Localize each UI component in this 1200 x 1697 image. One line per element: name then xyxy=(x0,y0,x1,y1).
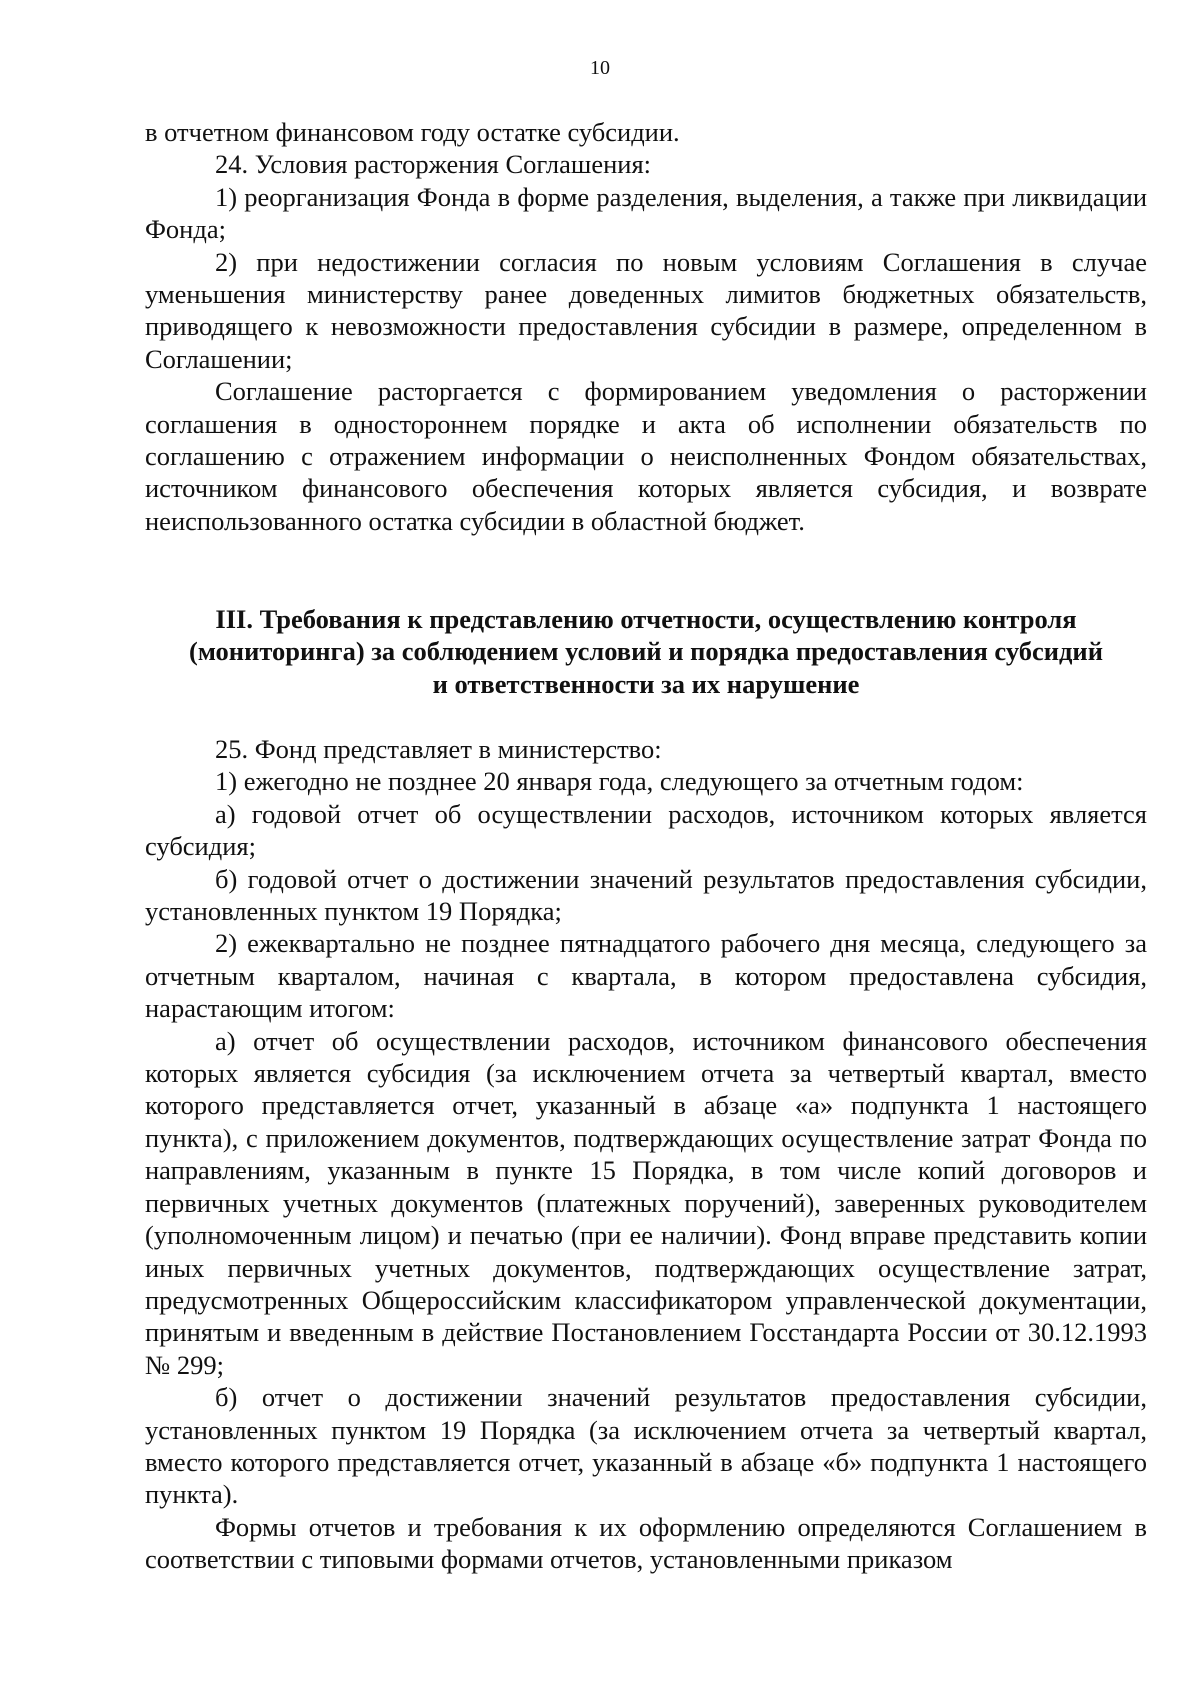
paragraph: б) годовой отчет о достижении значений результатов предоставления субсидии, установленных пунктом 19 Порядка; xyxy=(145,863,1147,927)
section-heading-line: III. Требования к представлению отчетности, осуществлению контроля xyxy=(215,604,1077,634)
paragraph: 24. Условия расторжения Соглашения: xyxy=(215,149,651,180)
page-number: 10 xyxy=(590,57,610,79)
paragraph: 1) реорганизация Фонда в форме разделения, выделения, а также при ликвидации Фонда; xyxy=(145,181,1147,245)
section-heading-line: и ответственности за их нарушение xyxy=(432,668,860,699)
paragraph: Соглашение расторгается с формированием уведомления о расторжении соглашения в одностороннем порядке и акта об исполнении обязательств по соглашению с отражением информации о неисполненных Фондом обязательствах, источником финансового обеспечения которых является субсидия, и возврате неиспользованного остатка субсидии в областной бюджет. xyxy=(145,376,1147,536)
top-text-block xyxy=(145,116,1147,537)
paragraph: а) отчет об осуществлении расходов, источником финансового обеспечения которых является субсидия (за исключением отчета за четвертый квартал, вместо которого представляется отчет, указанный в абзаце «а» подпункта 1 настоящего пункта), с приложением документов, подтверждающих осуществление затрат Фонда по направлениям, указанным в пункте 15 Порядка, в том числе копий договоров и первичных учетных документов (платежных поручений), заверенных руководителем (уполномоченным лицом) и печатью (при ее наличии). Фонд вправе представить копии иных первичных учетных документов, подтверждающих осуществление затрат, предусмотренных Общероссийским классификатором управленческой документации, принятым и введенным в действие Постановлением Госстандарта России от 30.12.1993 № 299; xyxy=(145,1025,1147,1380)
paragraph: 2) при недостижении согласия по новым условиям Соглашения в случае уменьшения министерству ранее доведенных лимитов бюджетных обязательств, приводящего к невозможности предоставления субсидии в размере, определенном в Соглашении; xyxy=(145,246,1147,374)
section-heading xyxy=(145,603,1147,700)
paragraph: 25. Фонд представляет в министерство: xyxy=(215,734,662,764)
paragraph: Формы отчетов и требования к их оформлению определяются Соглашением в соответствии с типовыми формами отчетов, установленными приказом xyxy=(145,1511,1147,1575)
paragraph: а) годовой отчет об осуществлении расходов, источником которых является субсидия; xyxy=(145,798,1147,862)
section-heading-line: (мониторинга) за соблюдением условий и порядка предоставления субсидий xyxy=(189,636,1103,667)
paragraph: 2) ежеквартально не позднее пятнадцатого рабочего дня месяца, следующего за отчетным кварталом, начиная с квартала, в котором предоставлена субсидия, нарастающим итогом: xyxy=(145,928,1147,1024)
paragraph: б) отчет о достижении значений результатов предоставления субсидии, установленных пунктом 19 Порядка (за исключением отчета за четвертый квартал, вместо которого представляется отчет, указанный в абзаце «б» подпункта 1 настоящего пункта). xyxy=(145,1382,1147,1510)
bottom-text-block xyxy=(145,733,1147,1576)
paragraph: 1) ежегодно не позднее 20 января года, следующего за отчетным годом: xyxy=(215,766,1024,797)
paragraph: в отчетном финансовом году остатке субсидии. xyxy=(145,117,680,147)
